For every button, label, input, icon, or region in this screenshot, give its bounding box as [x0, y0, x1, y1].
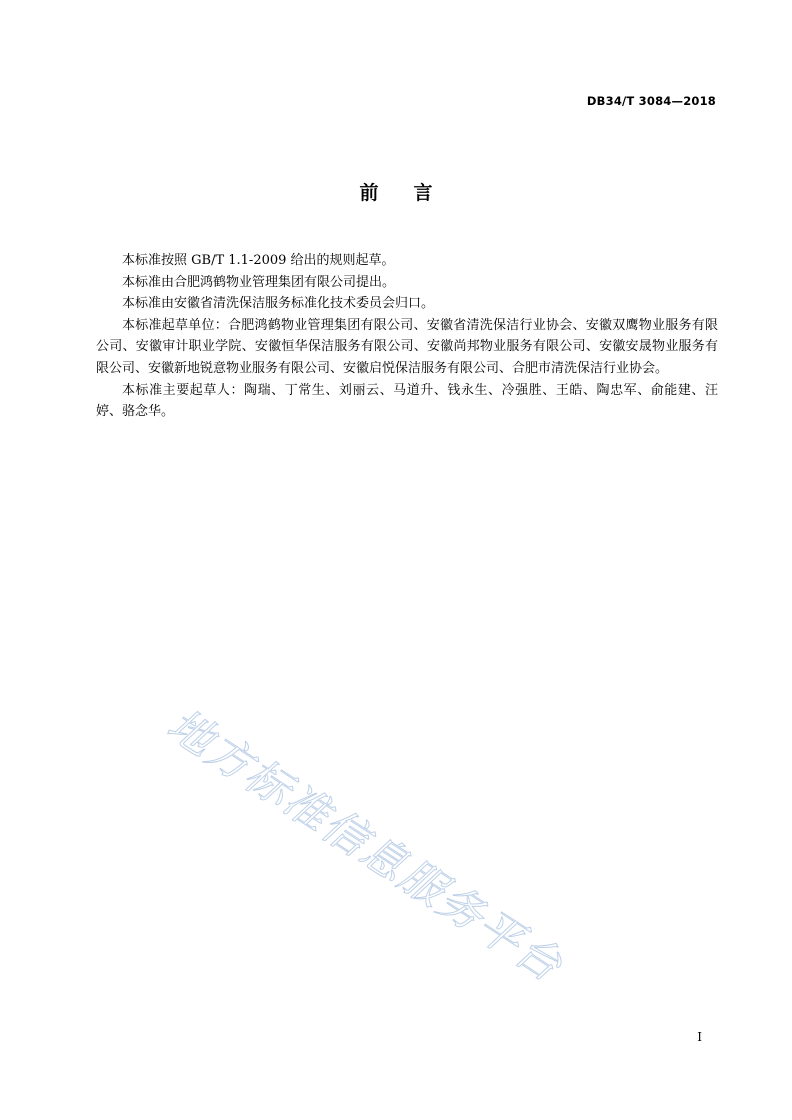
paragraph-drafters: 本标准主要起草人：陶瑞、丁常生、刘丽云、马道升、钱永生、冷强胜、王皓、陶忠军、俞能建、汪婷、骆念华。 — [96, 382, 718, 420]
title-char-1: 前 — [359, 182, 379, 204]
paragraph-committee: 本标准由安徽省清洗保洁服务标准化技术委员会归口。 — [122, 296, 435, 312]
title-char-2: 言 — [413, 182, 433, 204]
page-title — [0, 178, 792, 205]
paragraph-drafting-rules: 本标准按照 GB/T 1.1-2009 给出的规则起草。 — [122, 253, 395, 268]
paragraph-proposer: 本标准由合肥鸿鹤物业管理集团有限公司提出。 — [122, 274, 396, 290]
paragraph-drafting-units: 本标准起草单位：合肥鸿鹤物业管理集团有限公司、安徽省清洗保洁行业协会、安徽双鹰物业服务有限公司、安徽审计职业学院、安徽恒华保洁服务有限公司、安徽尚邦物业服务有限公司、安徽安晟物业服务有限公司、安徽新地锐意物业服务有限公司、安徽启悦保洁服务有限公司、合肥市清洗保洁行业协会。 — [96, 317, 718, 376]
preface-body — [96, 250, 718, 423]
watermark: 地方标准信息服务平台 — [158, 699, 572, 993]
page-number: I — [697, 1030, 702, 1044]
document-code: DB34/T 3084—2018 — [586, 94, 716, 108]
